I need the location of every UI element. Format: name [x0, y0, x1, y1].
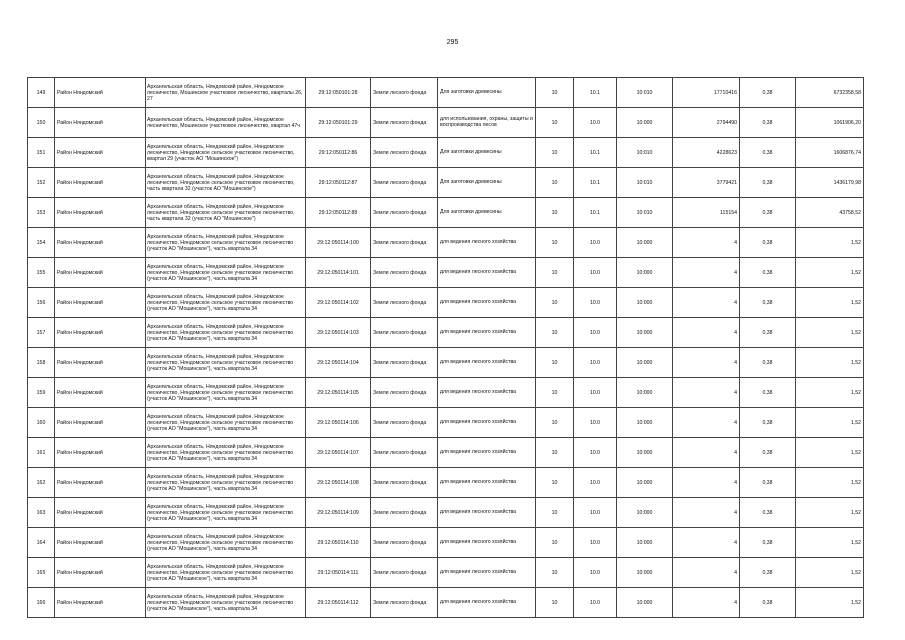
rate-cell: 0,38 — [740, 258, 796, 288]
code-cell: 10 — [536, 438, 574, 468]
use-code-cell: 10:000 — [617, 498, 673, 528]
address-cell: Архангельская область, Няндомский район, Няндомское лесничество, Няндомское сельское участковое лесничество (участок АО "Мошинское"), часть квартала 34 — [146, 468, 306, 498]
table-row — [28, 498, 864, 528]
permitted-use-cell: для ведения лесного хозяйства — [438, 318, 536, 348]
value-cell: 1061906,20 — [796, 108, 864, 138]
subcode-cell: 10.0 — [574, 378, 617, 408]
district-cell: Район Няндомский — [55, 198, 146, 228]
cadastral-number-cell: 29:12:050114:109 — [306, 498, 371, 528]
address-cell: Архангельская область, Няндомский район, Няндомское лесничество, Няндомское сельское участковое лесничество (участок АО "Мошинское"), часть квартала 34 — [146, 318, 306, 348]
rate-cell: 0,38 — [740, 228, 796, 258]
district-cell: Район Няндомский — [55, 468, 146, 498]
row-number: 154 — [28, 228, 55, 258]
cadastral-number-cell: 29:12:050112:88 — [306, 198, 371, 228]
district-cell: Район Няндомский — [55, 108, 146, 138]
land-category-cell: Земли лесного фонда — [371, 138, 438, 168]
rate-cell: 0,38 — [740, 588, 796, 618]
table-row — [28, 378, 864, 408]
use-code-cell: 10:000 — [617, 318, 673, 348]
table-row — [28, 558, 864, 588]
value-cell: 1,52 — [796, 258, 864, 288]
code-cell: 10 — [536, 78, 574, 108]
district-cell: Район Няндомский — [55, 588, 146, 618]
table-row — [28, 228, 864, 258]
cadastral-number-cell: 29:12:050101:29 — [306, 108, 371, 138]
row-number: 152 — [28, 168, 55, 198]
district-cell: Район Няндомский — [55, 78, 146, 108]
subcode-cell: 10.0 — [574, 288, 617, 318]
value-cell: 1,52 — [796, 318, 864, 348]
subcode-cell: 10.0 — [574, 588, 617, 618]
area-cell: 4 — [673, 558, 740, 588]
code-cell: 10 — [536, 198, 574, 228]
use-code-cell: 10:000 — [617, 288, 673, 318]
rate-cell: 0,38 — [740, 438, 796, 468]
use-code-cell: 10:000 — [617, 348, 673, 378]
value-cell: 1,52 — [796, 348, 864, 378]
value-cell: 1,52 — [796, 288, 864, 318]
table-row — [28, 318, 864, 348]
permitted-use-cell: для ведения лесного хозяйства — [438, 288, 536, 318]
address-cell: Архангельская область, Няндомский район, Няндомское лесничество, Няндомское сельское участковое лесничество, часть квартала 32 (участок АО "Мошинское") — [146, 198, 306, 228]
area-cell: 4 — [673, 438, 740, 468]
table-row — [28, 168, 864, 198]
subcode-cell: 10.0 — [574, 318, 617, 348]
value-cell: 6732358,58 — [796, 78, 864, 108]
cadastral-number-cell: 29:12:050112:87 — [306, 168, 371, 198]
address-cell: Архангельская область, Няндомский район, Няндомское лесничество, Мошинское участковое лесничество, кварталы 26, 27 — [146, 78, 306, 108]
code-cell: 10 — [536, 168, 574, 198]
code-cell: 10 — [536, 408, 574, 438]
cadastral-number-cell: 29:12:050114:111 — [306, 558, 371, 588]
permitted-use-cell: Для заготовки древесины — [438, 168, 536, 198]
cadastral-number-cell: 29:12:050112:86 — [306, 138, 371, 168]
code-cell: 10 — [536, 108, 574, 138]
row-number: 156 — [28, 288, 55, 318]
area-cell: 4 — [673, 228, 740, 258]
permitted-use-cell: для ведения лесного хозяйства — [438, 558, 536, 588]
use-code-cell: 10:000 — [617, 408, 673, 438]
subcode-cell: 10.0 — [574, 528, 617, 558]
table-row — [28, 348, 864, 378]
rate-cell: 0,38 — [740, 558, 796, 588]
district-cell: Район Няндомский — [55, 408, 146, 438]
value-cell: 1436179,98 — [796, 168, 864, 198]
land-category-cell: Земли лесного фонда — [371, 528, 438, 558]
district-cell: Район Няндомский — [55, 258, 146, 288]
district-cell: Район Няндомский — [55, 558, 146, 588]
cadastral-number-cell: 29:12:050114:112 — [306, 588, 371, 618]
use-code-cell: 10:010 — [617, 138, 673, 168]
permitted-use-cell: Для заготовки древесины — [438, 198, 536, 228]
address-cell: Архангельская область, Няндомский район, Няндомское лесничество, Няндомское сельское участковое лесничество (участок АО "Мошинское"), часть квартала 34 — [146, 288, 306, 318]
permitted-use-cell: для ведения лесного хозяйства — [438, 498, 536, 528]
cadastral-number-cell: 29:12:050114:100 — [306, 228, 371, 258]
subcode-cell: 10.0 — [574, 348, 617, 378]
rate-cell: 0,38 — [740, 498, 796, 528]
district-cell: Район Няндомский — [55, 138, 146, 168]
code-cell: 10 — [536, 288, 574, 318]
subcode-cell: 10.1 — [574, 78, 617, 108]
value-cell: 1,52 — [796, 438, 864, 468]
permitted-use-cell: для использования, охраны, защиты и воспроизводства лесов — [438, 108, 536, 138]
code-cell: 10 — [536, 228, 574, 258]
table-row — [28, 468, 864, 498]
permitted-use-cell: для ведения лесного хозяйства — [438, 258, 536, 288]
permitted-use-cell: для ведения лесного хозяйства — [438, 438, 536, 468]
rate-cell: 0,38 — [740, 108, 796, 138]
area-cell: 4 — [673, 348, 740, 378]
area-cell: 4 — [673, 498, 740, 528]
code-cell: 10 — [536, 318, 574, 348]
address-cell: Архангельская область, Няндомский район, Няндомское лесничество, Няндомское сельское участковое лесничество (участок АО "Мошинское"), часть квартала 34 — [146, 228, 306, 258]
area-cell: 4 — [673, 408, 740, 438]
table-row — [28, 138, 864, 168]
permitted-use-cell: для ведения лесного хозяйства — [438, 228, 536, 258]
value-cell: 1606876,74 — [796, 138, 864, 168]
land-category-cell: Земли лесного фонда — [371, 198, 438, 228]
area-cell: 4 — [673, 258, 740, 288]
land-category-cell: Земли лесного фонда — [371, 228, 438, 258]
row-number: 149 — [28, 78, 55, 108]
row-number: 151 — [28, 138, 55, 168]
table-row — [28, 438, 864, 468]
row-number: 165 — [28, 558, 55, 588]
rate-cell: 0,38 — [740, 378, 796, 408]
permitted-use-cell: для ведения лесного хозяйства — [438, 468, 536, 498]
address-cell: Архангельская область, Няндомский район, Няндомское лесничество, Няндомское сельское участковое лесничество (участок АО "Мошинское"), часть квартала 34 — [146, 348, 306, 378]
use-code-cell: 10:000 — [617, 558, 673, 588]
rate-cell: 0,38 — [740, 198, 796, 228]
rate-cell: 0,38 — [740, 288, 796, 318]
land-category-cell: Земли лесного фонда — [371, 408, 438, 438]
value-cell: 43758,52 — [796, 198, 864, 228]
rate-cell: 0,38 — [740, 78, 796, 108]
subcode-cell: 10.0 — [574, 108, 617, 138]
row-number: 153 — [28, 198, 55, 228]
use-code-cell: 10:000 — [617, 228, 673, 258]
cadastral-number-cell: 29:12:050114:110 — [306, 528, 371, 558]
permitted-use-cell: для ведения лесного хозяйства — [438, 378, 536, 408]
land-category-cell: Земли лесного фонда — [371, 258, 438, 288]
permitted-use-cell: Для заготовки древесины — [438, 78, 536, 108]
land-category-cell: Земли лесного фонда — [371, 588, 438, 618]
code-cell: 10 — [536, 348, 574, 378]
subcode-cell: 10.0 — [574, 498, 617, 528]
table-row — [28, 408, 864, 438]
code-cell: 10 — [536, 558, 574, 588]
use-code-cell: 10:010 — [617, 198, 673, 228]
address-cell: Архангельская область, Няндомский район, Няндомское лесничество, Няндомское сельское участковое лесничество (участок АО "Мошинское"), часть квартала 34 — [146, 558, 306, 588]
land-category-cell: Земли лесного фонда — [371, 288, 438, 318]
table-row — [28, 288, 864, 318]
permitted-use-cell: Для заготовки древесины — [438, 138, 536, 168]
district-cell: Район Няндомский — [55, 438, 146, 468]
subcode-cell: 10.1 — [574, 198, 617, 228]
address-cell: Архангельская область, Няндомский район, Няндомское лесничество, Няндомское сельское участковое лесничество (участок АО "Мошинское"), часть квартала 34 — [146, 378, 306, 408]
cadastral-number-cell: 29:12:050114:107 — [306, 438, 371, 468]
permitted-use-cell: для ведения лесного хозяйства — [438, 408, 536, 438]
use-code-cell: 10:000 — [617, 258, 673, 288]
area-cell: 3779421 — [673, 168, 740, 198]
use-code-cell: 10:000 — [617, 378, 673, 408]
subcode-cell: 10.0 — [574, 438, 617, 468]
value-cell: 1,52 — [796, 498, 864, 528]
land-category-cell: Земли лесного фонда — [371, 438, 438, 468]
code-cell: 10 — [536, 378, 574, 408]
address-cell: Архангельская область, Няндомский район, Няндомское лесничество, Няндомское сельское участковое лесничество (участок АО "Мошинское"), часть квартала 34 — [146, 528, 306, 558]
address-cell: Архангельская область, Няндомский район, Няндомское лесничество, Няндомское сельское участковое лесничество (участок АО "Мошинское"), часть квартала 34 — [146, 438, 306, 468]
district-cell: Район Няндомский — [55, 318, 146, 348]
land-category-cell: Земли лесного фонда — [371, 378, 438, 408]
use-code-cell: 10:000 — [617, 438, 673, 468]
code-cell: 10 — [536, 528, 574, 558]
row-number: 150 — [28, 108, 55, 138]
value-cell: 1,52 — [796, 378, 864, 408]
row-number: 157 — [28, 318, 55, 348]
cadastral-number-cell: 29:12:050114:104 — [306, 348, 371, 378]
code-cell: 10 — [536, 138, 574, 168]
area-cell: 2794490 — [673, 108, 740, 138]
area-cell: 4 — [673, 318, 740, 348]
district-cell: Район Няндомский — [55, 288, 146, 318]
table-row — [28, 108, 864, 138]
cadastral-number-cell: 29:12:050101:28 — [306, 78, 371, 108]
district-cell: Район Няндомский — [55, 498, 146, 528]
code-cell: 10 — [536, 498, 574, 528]
value-cell: 1,52 — [796, 408, 864, 438]
value-cell: 1,52 — [796, 228, 864, 258]
use-code-cell: 10:000 — [617, 528, 673, 558]
address-cell: Архангельская область, Няндомский район, Няндомское лесничество, Мошинское участковое лесничество, квартал 47ч — [146, 108, 306, 138]
page-number: 295 — [446, 39, 459, 46]
row-number: 159 — [28, 378, 55, 408]
land-category-cell: Земли лесного фонда — [371, 318, 438, 348]
area-cell: 4 — [673, 528, 740, 558]
value-cell: 1,52 — [796, 468, 864, 498]
row-number: 164 — [28, 528, 55, 558]
value-cell: 1,52 — [796, 528, 864, 558]
land-category-cell: Земли лесного фонда — [371, 348, 438, 378]
row-number: 162 — [28, 468, 55, 498]
district-cell: Район Няндомский — [55, 528, 146, 558]
land-category-cell: Земли лесного фонда — [371, 498, 438, 528]
land-category-cell: Земли лесного фонда — [371, 558, 438, 588]
area-cell: 4 — [673, 378, 740, 408]
code-cell: 10 — [536, 588, 574, 618]
subcode-cell: 10.1 — [574, 138, 617, 168]
row-number: 161 — [28, 438, 55, 468]
subcode-cell: 10.1 — [574, 168, 617, 198]
row-number: 163 — [28, 498, 55, 528]
permitted-use-cell: для ведения лесного хозяйства — [438, 588, 536, 618]
rate-cell: 0,38 — [740, 168, 796, 198]
address-cell: Архангельская область, Няндомский район, Няндомское лесничество, Няндомское сельское участковое лесничество, часть квартала 32 (участок АО "Мошинское") — [146, 168, 306, 198]
subcode-cell: 10.0 — [574, 558, 617, 588]
rate-cell: 0,38 — [740, 468, 796, 498]
cadastral-number-cell: 29:12:050114:106 — [306, 408, 371, 438]
value-cell: 1,52 — [796, 558, 864, 588]
cadastral-number-cell: 29:12:050114:103 — [306, 318, 371, 348]
area-cell: 17710416 — [673, 78, 740, 108]
subcode-cell: 10.0 — [574, 228, 617, 258]
rate-cell: 0,38 — [740, 138, 796, 168]
table-body — [28, 78, 864, 618]
rate-cell: 0,38 — [740, 318, 796, 348]
subcode-cell: 10.0 — [574, 408, 617, 438]
land-registry-table — [27, 77, 864, 618]
area-cell: 4 — [673, 468, 740, 498]
land-category-cell: Земли лесного фонда — [371, 168, 438, 198]
table-row — [28, 258, 864, 288]
use-code-cell: 10:000 — [617, 588, 673, 618]
district-cell: Район Няндомский — [55, 168, 146, 198]
rate-cell: 0,38 — [740, 348, 796, 378]
cadastral-number-cell: 29:12:050114:108 — [306, 468, 371, 498]
area-cell: 4 — [673, 288, 740, 318]
land-category-cell: Земли лесного фонда — [371, 468, 438, 498]
row-number: 158 — [28, 348, 55, 378]
district-cell: Район Няндомский — [55, 228, 146, 258]
table-row — [28, 528, 864, 558]
subcode-cell: 10.0 — [574, 468, 617, 498]
use-code-cell: 10:000 — [617, 468, 673, 498]
table-row — [28, 78, 864, 108]
area-cell: 4 — [673, 588, 740, 618]
land-category-cell: Земли лесного фонда — [371, 108, 438, 138]
cadastral-number-cell: 29:12:050114:101 — [306, 258, 371, 288]
code-cell: 10 — [536, 468, 574, 498]
rate-cell: 0,38 — [740, 528, 796, 558]
district-cell: Район Няндомский — [55, 378, 146, 408]
use-code-cell: 10:000 — [617, 108, 673, 138]
area-cell: 115154 — [673, 198, 740, 228]
use-code-cell: 10:010 — [617, 168, 673, 198]
use-code-cell: 10:010 — [617, 78, 673, 108]
code-cell: 10 — [536, 258, 574, 288]
row-number: 160 — [28, 408, 55, 438]
address-cell: Архангельская область, Няндомский район, Няндомское лесничество, Няндомское сельское участковое лесничество (участок АО "Мошинское"), часть квартала 34 — [146, 408, 306, 438]
cadastral-number-cell: 29:12:050114:105 — [306, 378, 371, 408]
cadastral-number-cell: 29:12:050114:102 — [306, 288, 371, 318]
subcode-cell: 10.0 — [574, 258, 617, 288]
area-cell: 4228623 — [673, 138, 740, 168]
permitted-use-cell: для ведения лесного хозяйства — [438, 528, 536, 558]
table-row — [28, 588, 864, 618]
permitted-use-cell: для ведения лесного хозяйства — [438, 348, 536, 378]
address-cell: Архангельская область, Няндомский район, Няндомское лесничество, Няндомское сельское участковое лесничество (участок АО "Мошинское"), часть квартала 34 — [146, 258, 306, 288]
address-cell: Архангельская область, Няндомский район, Няндомское лесничество, Няндомское сельское участковое лесничество (участок АО "Мошинское"), часть квартала 34 — [146, 588, 306, 618]
land-category-cell: Земли лесного фонда — [371, 78, 438, 108]
address-cell: Архангельская область, Няндомский район, Няндомское лесничество, Няндомское сельское участковое лесничество (участок АО "Мошинское"), часть квартала 34 — [146, 498, 306, 528]
table-row — [28, 198, 864, 228]
row-number: 155 — [28, 258, 55, 288]
row-number: 166 — [28, 588, 55, 618]
value-cell: 1,52 — [796, 588, 864, 618]
rate-cell: 0,38 — [740, 408, 796, 438]
address-cell: Архангельская область, Няндомский район, Няндомское лесничество, Няндомское сельское участковое лесничество, квартал 29 (участок АО "Мошинское") — [146, 138, 306, 168]
district-cell: Район Няндомский — [55, 348, 146, 378]
